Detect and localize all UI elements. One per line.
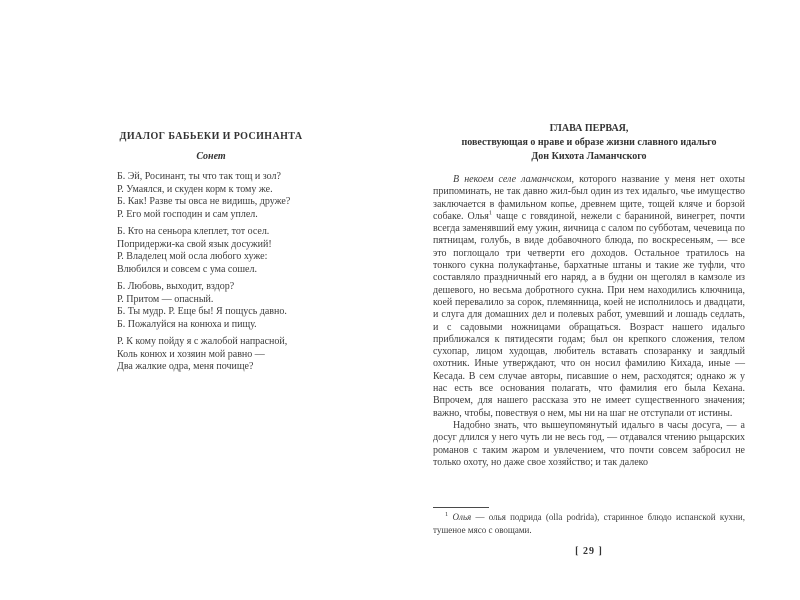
poem-line: Два жалкие одра, меня почище? bbox=[117, 361, 254, 372]
footnote-definition: — олья подрида (olla podrida), старинное блюдо испанской кухни, тушеное мясо с овощами. bbox=[433, 512, 745, 535]
sonnet-poem bbox=[117, 171, 305, 374]
poem-line: Попридержи-ка свой язык досужий! bbox=[117, 238, 272, 250]
footnote-reference: 1 bbox=[488, 209, 493, 217]
chapter-paragraph-2: Надобно знать, что вышеупомянутый идальго в часы досуга, — а досуг длился у него чуть ли не весь год, — отдавался чтению рыцарских романов с таким жаром и увлечением, что почти совсем забросил не только охоту, но даже свое хозяйство; и так далеко bbox=[433, 419, 745, 468]
stanza-4 bbox=[117, 336, 305, 374]
poem-line: Влюбился и совсем с ума сошел. bbox=[117, 263, 257, 275]
footnote-marker: 1 bbox=[445, 511, 449, 518]
stanza-3 bbox=[117, 281, 305, 331]
poem-line: Б. Эй, Росинант, ты что так тощ и зол? bbox=[117, 171, 281, 182]
sonnet-subtitle: Сонет bbox=[196, 151, 226, 162]
left-page bbox=[117, 131, 305, 379]
poem-line: Р. К кому пойду я с жалобой напрасной, bbox=[117, 336, 288, 347]
italic-lead-phrase: В некоем селе ламанчском bbox=[453, 174, 572, 185]
poem-title: ДИАЛОГ БАБЬЕКИ И РОСИНАНТА bbox=[119, 131, 303, 142]
footnote-term: Олья bbox=[452, 512, 472, 522]
poem-line: Р. Владелец мой осла любого хуже: bbox=[117, 251, 268, 262]
stanza-1 bbox=[117, 171, 305, 221]
chapter-paragraph-1 bbox=[433, 174, 745, 420]
paragraph-1-text-continued: чаще с говядиной, нежели с бараниной, винегрет, почти всегда заменявший ему ужин, яичница с салом по субботам, чечевица по пятницам, голубь, в виде добавочного блюда, по воскресеньям, — все это поглощало три четверти его доходов. Остальное тратилось на тонкого сукна полукафтанье, бархатные штаны и такие же туфли, что составляло праздничный его наряд, а в будни он щеголял в камзоле из дешевого, но весьма добротного сукна. При нем находились ключница, коей перевалило за сорок, племянница, коей не исполнилось и двадцати, и слуга для домашних дел и полевых работ, умевший и лошадь седлать, и с садовыми ножницами обращаться. Возраст нашего идальго приближался к пятидесяти годам; был он крепкого сложения, телом сухопар, лицом худощав, любитель вставать спозаранку и заядлый охотник. Иные утверждают, что он носил фамилию Кихада, иные — Кесада. В сем случае авторы, писавшие о нем, расходятся; однако ж у нас есть все основания полагать, что фамилия его была Кехана. Впрочем, для нашего рассказа это не имеет существенного значения; важно, чтобы, повествуя о нем, мы ни на шаг не отступали от истины. bbox=[433, 210, 745, 419]
chapter-body bbox=[433, 174, 745, 469]
stanza-2 bbox=[117, 226, 305, 276]
right-page bbox=[433, 122, 745, 469]
poem-line: Р. Его мой господин и сам уплел. bbox=[117, 208, 258, 220]
poem-line: Б. Кто на сеньора клеплет, тот осел. bbox=[117, 226, 270, 237]
poem-line: Коль конюх и хозяин мой равно — bbox=[117, 348, 265, 360]
page-number: [ 29 ] bbox=[575, 546, 603, 557]
poem-line: Р. Умаялся, и скуден корм к тому же. bbox=[117, 183, 273, 195]
footnote-text bbox=[433, 511, 745, 536]
chapter-heading-line-3: Дон Кихота Ламанчского bbox=[531, 151, 647, 162]
poem-line: Б. Ты мудр. Р. Еще бы! Я пощусь давно. bbox=[117, 306, 287, 317]
poem-line: Б. Любовь, выходит, вздор? bbox=[117, 281, 235, 292]
footnote-rule bbox=[433, 507, 489, 508]
footnote bbox=[433, 511, 745, 536]
chapter-heading-line-2: повествующая о нраве и образе жизни славного идальго bbox=[461, 137, 717, 148]
chapter-heading bbox=[433, 122, 745, 164]
paragraph-1-text: , которого название у меня нет охоты припоминать, не так давно жил-был один из тех идальго, чье имущество заключается в фамильном копье, древнем щите, тощей кляче и борзой собаке. Олья bbox=[433, 174, 745, 222]
poem-line: Р. Притом — опасный. bbox=[117, 293, 214, 305]
poem-line: Б. Как! Разве ты овса не видишь, друже? bbox=[117, 196, 291, 207]
poem-line: Б. Пожалуйся на конюха и пищу. bbox=[117, 318, 257, 330]
chapter-heading-line-1: ГЛАВА ПЕРВАЯ, bbox=[549, 123, 629, 134]
